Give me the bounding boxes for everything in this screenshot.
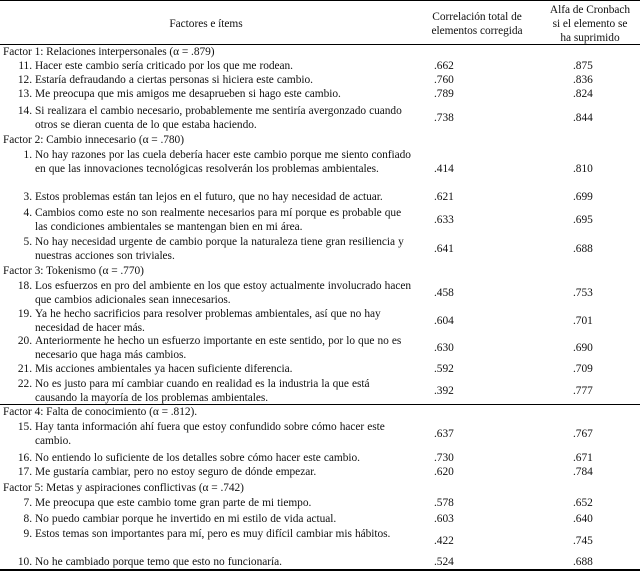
item-text: Los esfuerzos en pro del ambiente en los que estoy actualmente involucrado hacen que cambios adicionales sean innecesarios. bbox=[35, 280, 411, 306]
corrected-correlation-value: .760 bbox=[434, 74, 454, 86]
header-col2-line2: elementos corregida bbox=[431, 25, 523, 37]
alpha-if-deleted-value: .688 bbox=[573, 243, 593, 255]
corrected-correlation-value: .730 bbox=[434, 452, 454, 464]
corrected-correlation-value: .603 bbox=[434, 513, 454, 525]
header-corrected-correlation bbox=[412, 10, 542, 38]
alpha-if-deleted-value: .671 bbox=[573, 452, 593, 464]
item-number: 13. bbox=[17, 88, 32, 100]
corrected-correlation-value: .578 bbox=[434, 497, 454, 509]
table-row bbox=[0, 73, 640, 87]
corrected-correlation-value: .641 bbox=[434, 243, 454, 255]
factor-heading: Factor 4: Falta de conocimiento (α = .812). bbox=[3, 406, 198, 418]
alpha-if-deleted-value: .690 bbox=[573, 342, 593, 354]
item-number: 16. bbox=[17, 452, 32, 464]
table-row bbox=[0, 104, 640, 132]
item-text: Estaría defraudando a ciertas personas si hiciera este cambio. bbox=[35, 74, 313, 86]
item-number: 10. bbox=[17, 556, 32, 568]
item-number: 21. bbox=[17, 363, 32, 375]
item-text: No es justo para mí cambiar cuando en realidad es la industria la que está causando la mayoría de los problemas ambientales. bbox=[35, 378, 370, 404]
table-row bbox=[0, 148, 640, 190]
item-number: 3. bbox=[23, 191, 32, 203]
table-row bbox=[0, 279, 640, 307]
alpha-if-deleted-value: .709 bbox=[573, 363, 593, 375]
factor-separator-rule bbox=[0, 404, 640, 405]
table-row bbox=[0, 235, 640, 263]
item-number: 14. bbox=[17, 105, 32, 117]
header-factors-items bbox=[0, 17, 412, 31]
header-col2-line1: Correlación total de bbox=[432, 11, 522, 23]
item-text: Me gustaría cambiar, pero no estoy seguro de dónde empezar. bbox=[35, 466, 317, 478]
item-number: 17. bbox=[17, 466, 32, 478]
corrected-correlation-value: .620 bbox=[434, 466, 454, 478]
corrected-correlation-value: .392 bbox=[434, 385, 454, 397]
corrected-correlation-value: .789 bbox=[434, 88, 454, 100]
item-text: Ya he hecho sacrificios para resolver problemas ambientales, así que no hay necesidad de hacer más. bbox=[35, 308, 381, 334]
header-col3-line3: ha suprimido bbox=[560, 32, 620, 44]
item-number: 22. bbox=[17, 378, 32, 390]
alpha-if-deleted-value: .767 bbox=[573, 428, 593, 440]
alpha-if-deleted-value: .875 bbox=[573, 60, 593, 72]
corrected-correlation-value: .630 bbox=[434, 342, 454, 354]
corrected-correlation-value: .738 bbox=[434, 112, 454, 124]
item-text: Estos problemas están tan lejos en el futuro, que no hay necesidad de actuar. bbox=[35, 191, 383, 203]
corrected-correlation-value: .621 bbox=[434, 191, 454, 203]
alpha-if-deleted-value: .836 bbox=[573, 74, 593, 86]
item-text: Me preocupa que este cambio tome gran parte de mi tiempo. bbox=[35, 497, 312, 509]
item-text: Hay tanta información ahí fuera que estoy confundido sobre cómo hacer este cambio. bbox=[35, 421, 385, 447]
table-row bbox=[0, 307, 640, 335]
item-number: 4. bbox=[23, 207, 32, 219]
table-row bbox=[0, 496, 640, 510]
corrected-correlation-value: .458 bbox=[434, 287, 454, 299]
item-text: No puedo cambiar porque he invertido en mi estilo de vida actual. bbox=[35, 513, 337, 525]
table-row bbox=[0, 465, 640, 479]
corrected-correlation-value: .422 bbox=[434, 535, 454, 547]
alpha-if-deleted-value: .640 bbox=[573, 513, 593, 525]
item-text: No he cambiado porque temo que esto no funcionaría. bbox=[35, 556, 282, 568]
item-text: Me preocupa que mis amigos me desaprueben si hago este cambio. bbox=[35, 88, 341, 100]
header-cronbach-alpha bbox=[540, 3, 640, 45]
header-col3-line2: si el elemento se bbox=[552, 18, 628, 30]
header-col1-text: Factores e ítems bbox=[169, 18, 243, 30]
table-row bbox=[0, 206, 640, 234]
alpha-if-deleted-value: .844 bbox=[573, 112, 593, 124]
item-text: Estos temas son importantes para mí, pero es muy difícil cambiar mis hábitos. bbox=[35, 528, 391, 540]
corrected-correlation-value: .414 bbox=[434, 163, 454, 175]
corrected-correlation-value: .662 bbox=[434, 60, 454, 72]
table-row bbox=[0, 190, 640, 204]
item-text: No hay necesidad urgente de cambio porque la naturaleza tiene gran resiliencia y nuestras acciones son triviales. bbox=[35, 236, 404, 262]
corrected-correlation-value: .524 bbox=[434, 556, 454, 568]
alpha-if-deleted-value: .777 bbox=[573, 385, 593, 397]
alpha-if-deleted-value: .701 bbox=[573, 315, 593, 327]
corrected-correlation-value: .637 bbox=[434, 428, 454, 440]
corrected-correlation-value: .592 bbox=[434, 363, 454, 375]
alpha-if-deleted-value: .810 bbox=[573, 163, 593, 175]
factor-heading: Factor 5: Metas y aspiraciones conflictivas (α = .742) bbox=[3, 482, 244, 494]
item-text: Mis acciones ambientales ya hacen suficiente diferencia. bbox=[35, 363, 293, 375]
table-top-rule bbox=[0, 0, 640, 1]
corrected-correlation-value: .633 bbox=[434, 214, 454, 226]
alpha-if-deleted-value: .695 bbox=[573, 214, 593, 226]
item-text: Cambios como este no son realmente necesarios para mí porque es probable que las condiciones ambientales se mantengan bien en mi área. bbox=[35, 207, 402, 233]
item-number: 20. bbox=[17, 335, 32, 347]
item-number: 18. bbox=[17, 280, 32, 292]
item-number: 9. bbox=[23, 528, 32, 540]
header-col3-line1: Alfa de Cronbach bbox=[549, 4, 631, 16]
alpha-if-deleted-value: .753 bbox=[573, 287, 593, 299]
alpha-if-deleted-value: .745 bbox=[573, 535, 593, 547]
alpha-if-deleted-value: .688 bbox=[573, 556, 593, 568]
table-row bbox=[0, 512, 640, 526]
table-row bbox=[0, 362, 640, 376]
factor-heading: Factor 1: Relaciones interpersonales (α = .879) bbox=[3, 46, 215, 58]
table-row bbox=[0, 420, 640, 448]
item-number: 15. bbox=[17, 421, 32, 433]
alpha-if-deleted-value: .784 bbox=[573, 466, 593, 478]
alpha-if-deleted-value: .652 bbox=[573, 497, 593, 509]
item-number: 7. bbox=[23, 497, 32, 509]
corrected-correlation-value: .604 bbox=[434, 315, 454, 327]
table-row bbox=[0, 555, 640, 569]
factor-heading: Factor 3: Tokenismo (α = .770) bbox=[3, 265, 144, 277]
item-text: Si realizara el cambio necesario, probablemente me sentiría avergonzado cuando otros se dieran cuenta de lo que estaba haciendo. bbox=[35, 105, 402, 131]
item-number: 8. bbox=[23, 513, 32, 525]
item-text: No entiendo lo suficiente de los detalles sobre cómo hacer este cambio. bbox=[35, 452, 360, 464]
table-row bbox=[0, 59, 640, 73]
alpha-if-deleted-value: .824 bbox=[573, 88, 593, 100]
item-number: 1. bbox=[23, 149, 32, 161]
table-row bbox=[0, 377, 640, 405]
table-row bbox=[0, 527, 640, 555]
factor-heading: Factor 2: Cambio innecesario (α = .780) bbox=[3, 134, 184, 146]
table-row bbox=[0, 87, 640, 101]
table-row bbox=[0, 334, 640, 362]
item-text: No hay razones por las cuela debería hacer este cambio porque me siento confiado en que las innovaciones tecnológicas resolverán los problemas ambientales. bbox=[35, 149, 411, 175]
item-text: Anteriormente he hecho un esfuerzo importante en este sentido, por lo que no es necesario que haga más cambios. bbox=[35, 335, 402, 361]
item-number: 5. bbox=[23, 236, 32, 248]
item-number: 11. bbox=[18, 60, 32, 72]
item-number: 19. bbox=[17, 308, 32, 320]
item-number: 12. bbox=[17, 74, 32, 86]
item-text: Hacer este cambio sería criticado por los que me rodean. bbox=[35, 60, 293, 72]
table-row bbox=[0, 451, 640, 465]
alpha-if-deleted-value: .699 bbox=[573, 191, 593, 203]
